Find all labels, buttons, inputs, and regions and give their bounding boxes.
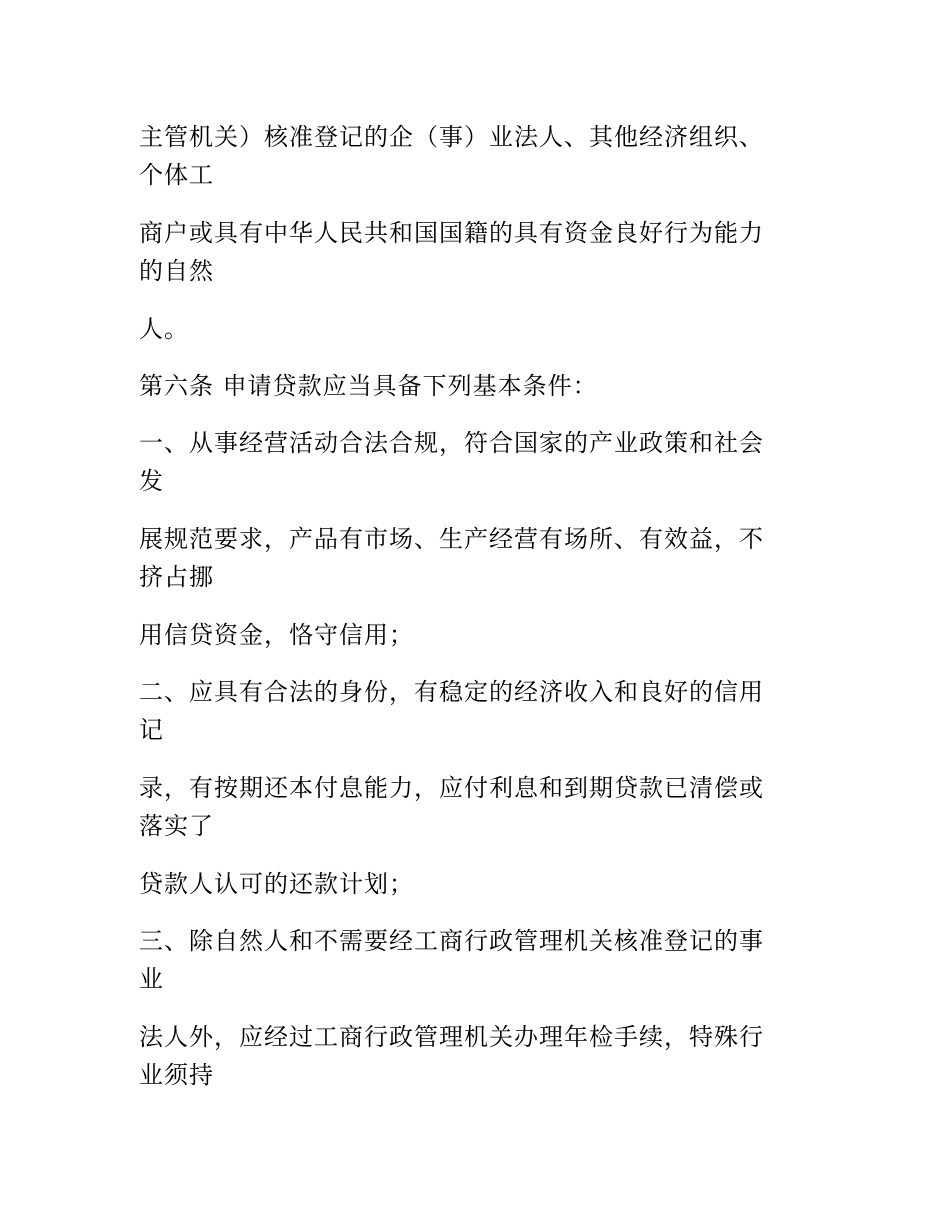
text-line: 三、除自然人和不需要经工商行政管理机关核准登记的事 xyxy=(139,927,764,955)
condition-2-end xyxy=(139,865,799,903)
article-6-heading xyxy=(139,367,799,405)
condition-1-continued xyxy=(139,520,799,596)
text-line: 挤占挪 xyxy=(139,563,214,591)
condition-2 xyxy=(139,673,799,749)
condition-2-continued xyxy=(139,769,799,845)
text-line: 法人外，应经过工商行政管理机关办理年检手续，特殊行 xyxy=(139,1023,764,1051)
text-line: 主管机关）核准登记的企（事）业法人、其他经济组织、 xyxy=(139,123,764,151)
paragraph-3 xyxy=(139,310,799,348)
text-line: 用信贷资金，恪守信用； xyxy=(139,621,414,649)
text-line: 发 xyxy=(139,467,164,495)
condition-3 xyxy=(139,922,799,998)
text-line: 二、应具有合法的身份，有稳定的经济收入和良好的信用 xyxy=(139,678,764,706)
condition-3-continued xyxy=(139,1018,799,1094)
text-line: 人。 xyxy=(139,315,189,343)
text-line: 第六条 申请贷款应当具备下列基本条件： xyxy=(139,372,598,400)
text-line: 落实了 xyxy=(139,812,214,840)
text-line: 录，有按期还本付息能力，应付利息和到期贷款已清偿或 xyxy=(139,774,764,802)
paragraph-2 xyxy=(139,214,799,290)
condition-1-end xyxy=(139,616,799,654)
text-line: 业 xyxy=(139,965,164,993)
condition-1 xyxy=(139,424,799,500)
paragraph-1 xyxy=(139,118,799,194)
text-line: 的自然 xyxy=(139,257,214,285)
text-line: 记 xyxy=(139,716,164,744)
text-line: 一、从事经营活动合法合规，符合国家的产业政策和社会 xyxy=(139,429,764,457)
text-line: 展规范要求，产品有市场、生产经营有场所、有效益，不 xyxy=(139,525,764,553)
text-line: 贷款人认可的还款计划； xyxy=(139,870,414,898)
text-line: 业须持 xyxy=(139,1061,214,1089)
text-line: 个体工 xyxy=(139,161,214,189)
text-line: 商户或具有中华人民共和国国籍的具有资金良好行为能力 xyxy=(139,219,764,247)
